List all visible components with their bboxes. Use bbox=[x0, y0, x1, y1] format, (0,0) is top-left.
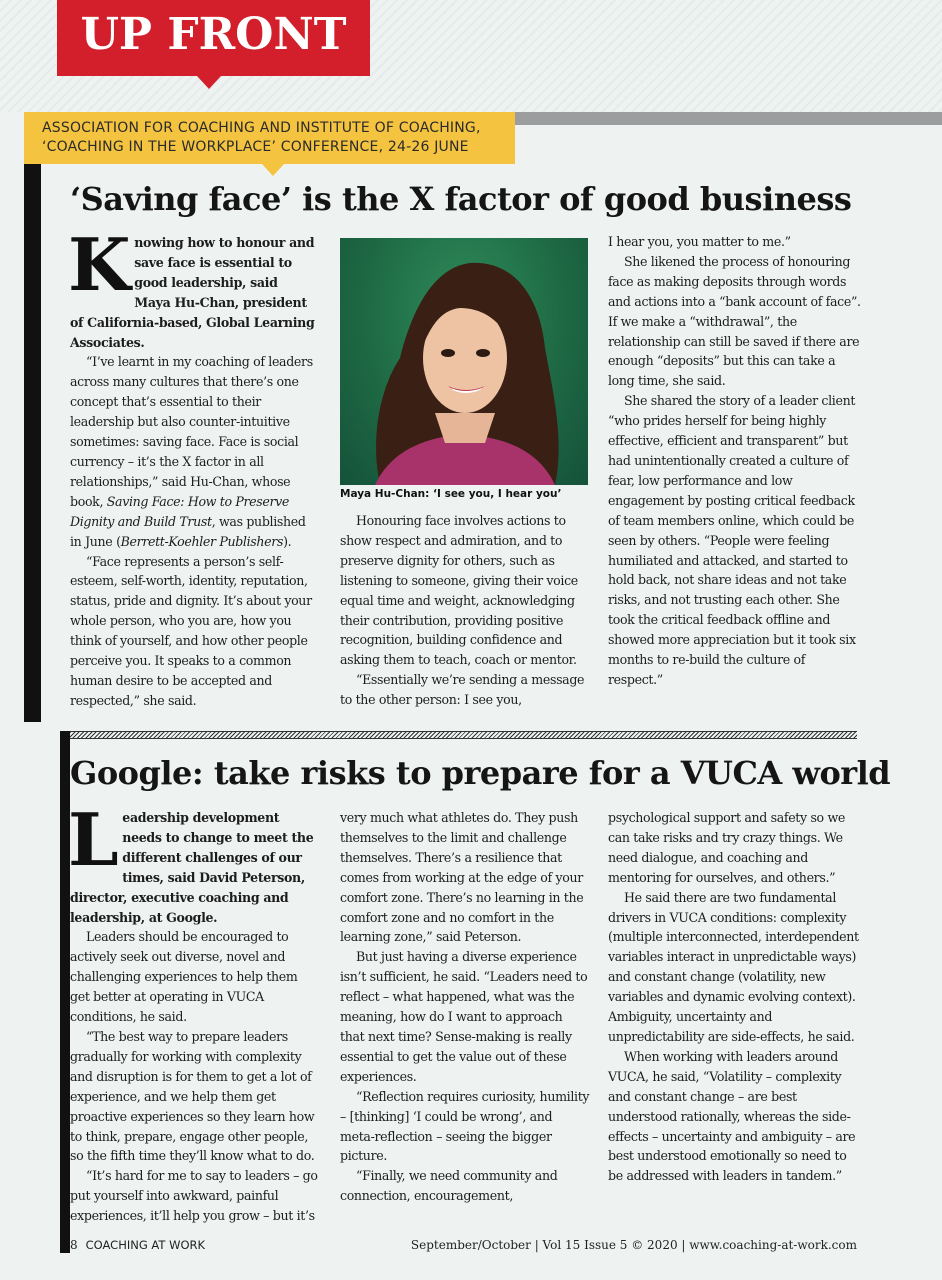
article2-paragraph-3-continued: very much what athletes do. They push themselves to the limit and challenge themselves. There’s a resilience that comes from working at the edge of your comfort zone. There’s no learning in the comfort zone and no comfort in the learning zone,” said Peterson. bbox=[340, 810, 584, 945]
article1-lead-text: nowing how to honour and save face is essential to good leadership, said Maya Hu-Chan, president of California-based, Global Learning Associates. bbox=[70, 235, 315, 350]
article2-paragraph-8: When working with leaders around VUCA, he said, “Volatility – complexity and constant change – are best understood rationally, whereas the side-effects – uncertainty and ambiguity – are best understood emotionally so need to be addressed with leaders in tandem.” bbox=[608, 1048, 856, 1184]
article2-paragraph-7: He said there are two fundamental drivers in VUCA conditions: complexity (multiple interconnected, interdependent variables interact in unpredictable ways) and constant change (volatility, new variables and dynamic evolving context). Ambiguity, uncertainty and unpredictability are side-effects, he said. bbox=[608, 889, 859, 1044]
article1-p1-text: “I’ve learnt in my coaching of leaders across many cultures that there’s one concept that’s essential to their leadership but also counter-intuitive sometimes: saving face. Face is social currency – it’s the X factor in all relationships,” said Hu-Chan, whose book, bbox=[70, 354, 313, 509]
article1-paragraph-5: She likened the process of honouring face as making deposits through words and actions into a “bank account of face”. If we make a “withdrawal”, the relationship can still be saved if there are enough “deposits” but this can take a long time, she said. bbox=[608, 253, 861, 389]
article2-paragraph-2: “The best way to prepare leaders gradually for working with complexity and disruption is for them to get a lot of experience, and we help them get proactive experiences so they learn how to think, prepare, engage other people, so the fifth time they’ll know what to do. bbox=[70, 1028, 315, 1164]
article2-paragraph-6: “Finally, we need community and connection, encouragement, bbox=[340, 1168, 558, 1204]
portrait-illustration bbox=[340, 238, 588, 485]
article1-side-rule bbox=[24, 164, 41, 722]
section-banner bbox=[57, 0, 370, 76]
conference-label bbox=[24, 112, 515, 164]
article1-p1-text-2: , was published in June ( bbox=[70, 513, 306, 549]
magazine-name: COACHING AT WORK bbox=[85, 1238, 206, 1252]
article2-paragraph-6-continued: psychological support and safety so we can take risks and try crazy things. We need dialogue, and coaching and mentoring for ourselves, and others.” bbox=[608, 810, 845, 885]
article1-paragraph-4-continued: I hear you, you matter to me.” bbox=[608, 234, 791, 249]
article1-paragraph-2: “Face represents a person’s self-esteem, self-worth, identity, reputation, status, pride and dignity. It’s about your whole person, who you are, how you think of yourself, and how other people perceive you. It speaks to a common human desire to be accepted and respected,” she said. bbox=[70, 553, 312, 708]
footer-left bbox=[70, 1236, 205, 1254]
maya-hu-chan-photo bbox=[340, 238, 588, 485]
page-number: 8 bbox=[70, 1238, 78, 1252]
article2-drop-cap: L bbox=[68, 797, 119, 882]
section-banner-pointer bbox=[197, 76, 221, 89]
article2-column-1 bbox=[68, 797, 318, 1226]
article2-column-3 bbox=[608, 808, 862, 1186]
article1-headline: ‘Saving face’ is the X factor of good business bbox=[70, 180, 852, 218]
photo-caption: Maya Hu-Chan: ‘I see you, I hear you’ bbox=[340, 488, 562, 500]
article2-lead-paragraph bbox=[68, 797, 318, 927]
article1-column-3 bbox=[608, 232, 862, 690]
conference-label-text bbox=[42, 119, 512, 157]
article1-lead-paragraph bbox=[68, 222, 316, 352]
header-rule bbox=[515, 112, 942, 125]
article2-lead-text: eadership development needs to change to meet the different challenges of our times, said David Peterson, director, executive coaching and leadership, at Google. bbox=[70, 810, 314, 925]
article2-headline: Google: take risks to prepare for a VUCA world bbox=[70, 754, 891, 792]
article2-column-2 bbox=[340, 808, 590, 1206]
article1-paragraph-6: She shared the story of a leader client “who prides herself for being highly effective, efficient and transparent” but had unintentionally created a culture of fear, low performance and low engagement by posting critical feedback of team members online, which could be seen by others. “People were feeling humiliated and attacked, and started to hold back, not share ideas and not take risks, and not trusting each other. She took the critical feedback offline and showed more appreciation but it took six months to re-build the culture of respect.” bbox=[608, 393, 856, 687]
article1-publisher: Berrett-Koehler Publishers bbox=[120, 533, 284, 549]
article1-column-1 bbox=[68, 222, 316, 711]
article1-drop-cap: K bbox=[68, 222, 131, 307]
article1-book-title: Saving Face: How to Preserve Dignity and Build Trust bbox=[70, 493, 290, 529]
section-banner-title: UP FRONT bbox=[80, 9, 347, 60]
article1-column-2 bbox=[340, 511, 588, 710]
article2-paragraph-1: Leaders should be encouraged to actively seek out diverse, novel and challenging experiences to help them get better at operating in VUCA conditions, he said. bbox=[70, 929, 298, 1025]
conference-line-2: ‘COACHING IN THE WORKPLACE’ CONFERENCE, 24-26 JUNE bbox=[42, 139, 469, 155]
article1-paragraph-3: Honouring face involves actions to show respect and admiration, and to preserve dignity for others, such as listening to someone, giving their voice equal time and weight, acknowledging their contribution, providing positive recognition, building confidence and asking them to teach, coach or mentor. bbox=[340, 513, 578, 668]
article1-paragraph-4: “Essentially we’re sending a message to the other person: I see you, bbox=[340, 672, 585, 708]
article1-p1-text-3: ). bbox=[283, 533, 292, 549]
article2-paragraph-5: “Reflection requires curiosity, humility – [thinking] ‘I could be wrong’, and meta-reflection – seeing the bigger picture. bbox=[340, 1088, 590, 1164]
article1-paragraph-1 bbox=[70, 352, 316, 551]
article2-paragraph-4: But just having a diverse experience isn’t sufficient, he said. “Leaders need to reflect – what happened, what was the meaning, how do I want to approach that next time? Sense-making is really essential to get the value out of these experiences. bbox=[340, 949, 588, 1084]
conference-line-1: ASSOCIATION FOR COACHING AND INSTITUTE OF COACHING, bbox=[42, 120, 481, 136]
article2-paragraph-3: “It’s hard for me to say to leaders – go put yourself into awkward, painful experiences, it’ll help you grow – but it’s bbox=[70, 1168, 318, 1224]
article-divider bbox=[70, 731, 857, 739]
footer-issue-info: September/October | Vol 15 Issue 5 © 2020 | www.coaching-at-work.com bbox=[410, 1238, 857, 1252]
conference-label-pointer bbox=[262, 164, 284, 176]
